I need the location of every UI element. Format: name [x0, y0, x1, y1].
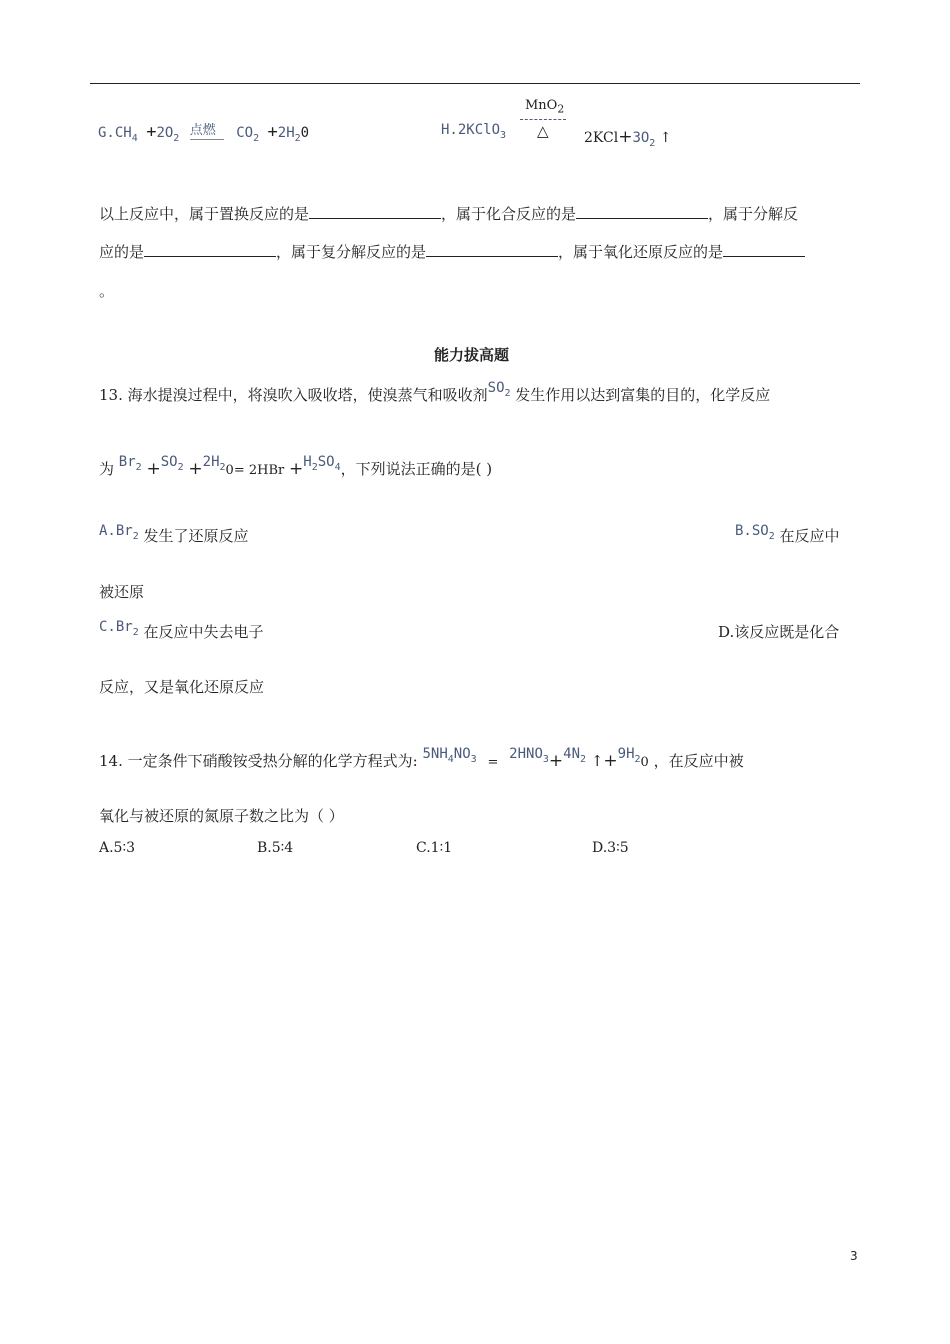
page-number: 3 — [850, 1249, 858, 1263]
q14-line1: 14. 一定条件下硝酸铵受热分解的化学方程式为: $5NH_4NO_3 = 2HNO_3+4N_2$ $↑+9H_20$ ，在反应中被 — [99, 746, 744, 771]
blank-decomposition[interactable] — [144, 242, 276, 257]
q12-line1: 以上反应中，属于置换反应的是 ，属于化合反应的是 ，属于分解反 — [99, 205, 799, 223]
q13-line1: 13. 海水提溴过程中，将溴吹入吸收塔，使溴蒸气和吸收剂$SO_2$ 发生作用以达到富集的目的，化学反应 — [99, 380, 771, 404]
equation-h-products: $2KCl+3O_2$ ↑ — [584, 127, 672, 149]
blank-displacement[interactable] — [309, 204, 441, 219]
header-rule — [90, 83, 860, 84]
catalyst-label: MnO$_2$ — [525, 98, 565, 116]
blank-double-displacement[interactable] — [426, 242, 558, 257]
q13-option-b[interactable]: $B.SO_2$ 在反应中 — [735, 523, 840, 545]
q14-line2: 氧化与被还原的氮原子数之比为（ ） — [99, 807, 344, 825]
q14-option-d[interactable]: D.3∶5 — [592, 840, 629, 856]
section-title: 能力拔高题 — [434, 346, 510, 364]
equation-g: $G.CH_4 +2O_2$ 点燃 $CO_2 +2H_20$ — [98, 122, 309, 144]
q14-option-a[interactable]: A.5∶3 — [99, 840, 136, 856]
heat-symbol: △ — [537, 122, 549, 140]
q13-option-a[interactable]: $A.Br_2$ 发生了还原反应 — [99, 523, 249, 545]
equation-h: H.2KClO$_3$ — [441, 122, 507, 141]
reaction-arrow — [520, 119, 566, 120]
q13-line2: 为 $Br_2 +SO_2 +2H_20= 2HBr +H_2SO_4$，下列说法正确的是( ) — [99, 454, 493, 479]
q14-option-b[interactable]: B.5∶4 — [257, 840, 294, 856]
blank-redox[interactable] — [723, 242, 805, 257]
blank-combination[interactable] — [576, 204, 708, 219]
q12-line2: 应的是 ，属于复分解反应的是 ，属于氧化还原反应的是 — [99, 241, 805, 262]
q13-option-d[interactable]: D.该反应既是化合 — [718, 623, 840, 641]
q12-line3: 。 — [99, 282, 115, 300]
q13-option-c[interactable]: $C.Br_2$ 在反应中失去电子 — [99, 619, 264, 641]
q14-option-c[interactable]: C.1∶1 — [416, 840, 453, 856]
condition-label: 点燃 — [189, 123, 216, 138]
q13-option-b-cont: 被还原 — [99, 583, 145, 601]
q13-option-d-cont: 反应，又是氧化还原反应 — [99, 678, 265, 696]
